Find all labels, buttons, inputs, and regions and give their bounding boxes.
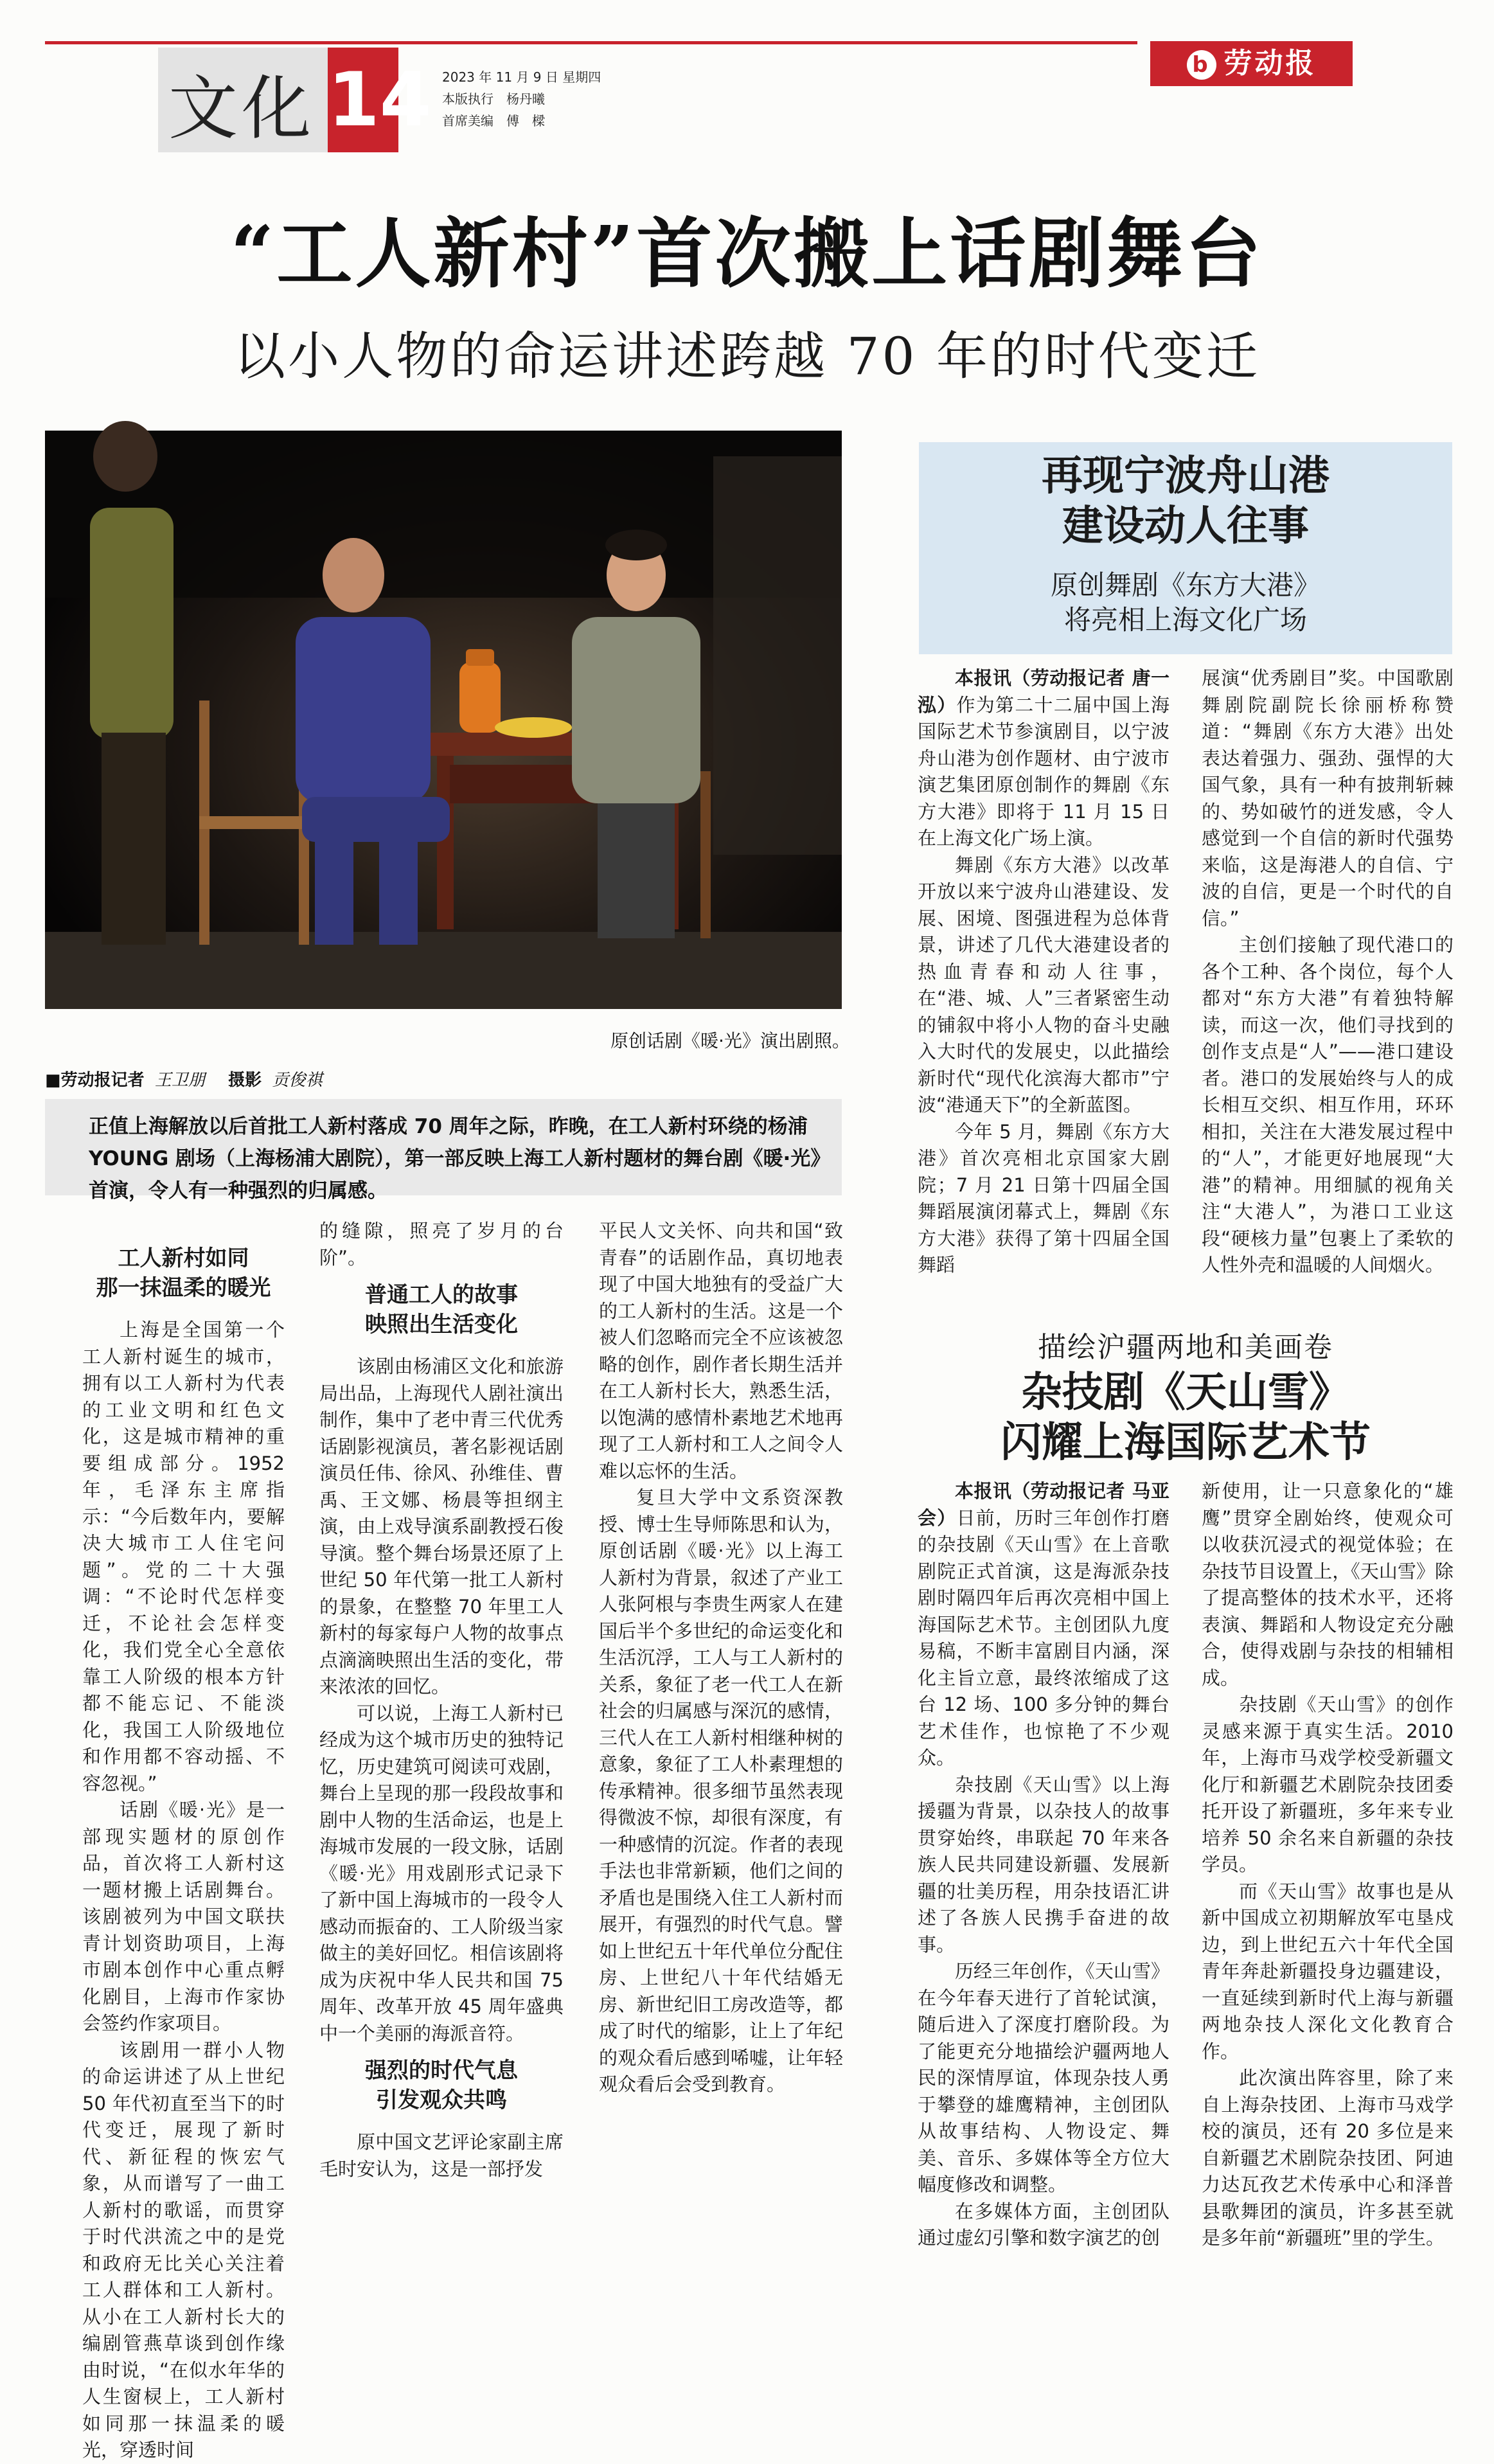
paragraph: 此次演出阵容里，除了来自上海杂技团、上海市马戏学校的演员，还有 20 多位是来自新疆艺术剧院杂技团、阿迪力达瓦孜艺术传承中心和泽普县歌舞团的演员，许多甚至就是多年前“新疆班”里的学生。 <box>1202 2067 1454 2249</box>
paragraph: 新使用，让一只意象化的“雄鹰”贯穿全剧始终，使观众可以收获沉浸式的视觉体验；在杂技节目设置上，《天山雪》除了提高整体的技术水平，还将表演、舞蹈和人物设定充分融合，使得戏剧与杂技的相辅相成。 <box>1202 1480 1454 1689</box>
paragraph: 该剧由杨浦区文化和旅游局出品，上海现代人剧社演出制作，集中了老中青三代优秀话剧影视演员，著名影视话剧演员任伟、徐风、孙维佳、曹禹、王文娜、杨晨等担纲主演，由上戏导演系副教授石俊导演。整个舞台场景还原了上世纪 50 年代第一批工人新村的景象，在整整 70 年里工人新村的每家每户人物的故事点点滴滴映照出生活的变化，带来浓浓的回忆。 <box>319 1355 564 1697</box>
byline-photographer: 贡俊祺 <box>272 1071 323 1090</box>
paragraph: 复旦大学中文系资深教授、博士生导师陈思和认为，原创话剧《暖·光》以上海工人新村为背景，叙述了产业工人张阿根与李贵生两家人在建国后半个多世纪的命运变化和生活沉浮，工人与工人新村的关系，象征了老一代工人在新社会的归属感与深沉的感情，三代人在工人新村相继种树的意象，象征了工人朴素理想的传承精神。很多细节虽然表现得微波不惊，却很有深度，有一种感情的沉淀。作者的表现手法也非常新颖，他们之间的矛盾也是围绕入住工人新村而展开，有强烈的时代气息。譬如上世纪五十年代单位分配住房、上世纪八十年代结婚无房、新世纪旧工房改造等，都成了时代的缩影，让上了年纪的观众看后感到唏嘘，让年轻观众看后会受到教育。 <box>599 1486 843 2095</box>
dateline-label: 本报讯 <box>955 1480 1012 1502</box>
photo-caption: 原创话剧《暖·光》演出剧照。 <box>610 1030 850 1051</box>
article2-subheadline: 原创舞剧《东方大港》 将亮相上海文化广场 <box>1050 569 1321 636</box>
paragraph: 而《天山雪》故事也是从新中国成立初期解放军屯垦戍边，到上世纪五六十年代全国青年奔赴新疆投身边疆建设，一直延续到新时代上海与新疆两地杂技人深化文化教育合作。 <box>1202 1880 1454 2062</box>
article3-column-1 <box>918 1478 1169 2252</box>
paragraph: 上海是全国第一个工人新村诞生的城市，拥有以工人新村为代表的工业文明和红色文化，这是城市精神的重要组成部分。1952 年，毛泽东主席指示：“今后数年内，要解决大城市工人住宅问题”。党的二十大强调：“不论时代怎样变迁，不论社会怎样变化，我们党全心全意依靠工人阶级的根本方针都不能忘记、不能淡化，我国工人阶级地位和作用都不容动摇、不容忽视。” <box>82 1319 285 1794</box>
main-column-1 <box>82 1244 285 2464</box>
paragraph-text: 日前，历时三年创作打磨的杂技剧《天山雪》在上音歌剧院正式首演，这是海派杂技剧时隔四年后再次亮相中国上海国际艺术节。主创团队九度易稿，不断丰富剧目内涵，深化主旨立意，最终浓缩成了这台 12 场、100 多分钟的舞台艺术佳作，也惊艳了不少观众。 <box>918 1506 1169 1769</box>
paragraph: 平民人文关怀、向共和国“致青春”的话剧作品，真切地表现了中国大地独有的受益广大的工人新村的生活。这是一个被人们忽略而完全不应该被忽略的创作，剧作者长期生活并在工人新村长大，熟悉生活，以饱满的感情朴素地艺术地再现了工人新村和工人之间令人难以忘怀的生活。 <box>599 1220 843 1482</box>
paragraph: 主创们接触了现代港口的各个工种、各个岗位，每个人都对“东方大港”有着独特解读，而这一次，他们寻找到的创作支点是“人”——港口建设者。港口的发展始终与人的成长相互交织、相互作用，环环相扣，关注在大港发展过程中的“人”，才能更好地展现“大港”的精神。用细腻的视角关注“大港人”，为港口工业这段“硬核力量”包裹上了柔软的人性外壳和温暖的人间烟火。 <box>1202 934 1454 1276</box>
section-heading: 强烈的时代气息 引发观众共鸣 <box>365 2058 518 2113</box>
editor-line: 本版执行 杨丹曦 <box>442 91 545 107</box>
section-name: 文化 <box>168 69 316 149</box>
dateline-label: 本报讯 <box>955 667 1012 689</box>
article3-column-2 <box>1202 1478 1454 2252</box>
paragraph: 今年 5 月，舞剧《东方大港》首次亮相北京国家大剧院；7 月 21 日第十四届全国舞蹈展演闭幕式上，舞剧《东方大港》获得了第十四届全国舞蹈 <box>918 1120 1169 1276</box>
paragraph: 舞剧《东方大港》以改革开放以来宁波舟山港建设、发展、困境、图强进程为总体背景，讲述了几代大港建设者的热血青春和动人往事，在“港、城、人”三者紧密生动的铺叙中将小人物的奋斗史融入大时代的发展史，以此描绘新时代“现代化滨海大都市”宁波“港通天下”的全新蓝图。 <box>918 853 1169 1116</box>
byline-reporter: 王卫朋 <box>154 1071 205 1090</box>
top-red-rule <box>45 41 1137 44</box>
section-heading: 普通工人的故事 映照出生活变化 <box>365 1282 518 1337</box>
paragraph: 杂技剧《天山雪》的创作灵感来源于真实生活。2010 年，上海市马戏学校受新疆文化厅和新疆艺术剧院杂技团委托开设了新疆班，多年来专业培养 50 余名来自新疆的杂技学员。 <box>1202 1693 1454 1875</box>
article2-headline: 再现宁波舟山港 建设动人往事 <box>1042 452 1329 550</box>
date-line: 2023 年 11 月 9 日 星期四 <box>442 69 601 85</box>
designer-line: 首席美编 傅 樑 <box>442 113 545 129</box>
byline-photo-label: 摄影 <box>228 1071 262 1090</box>
paragraph <box>918 665 1169 852</box>
paragraph: 杂技剧《天山雪》以上海援疆为背景，以杂技人的故事贯穿始终，串联起 70 年来各族人民共同建设新疆、发展新疆的壮美历程，用杂技语汇讲述了各族人民携手奋进的故事。 <box>918 1773 1169 1956</box>
article2-column-2 <box>1202 665 1454 1279</box>
main-headline: “工人新村”首次搬上话剧舞台 <box>230 209 1264 298</box>
paragraph: 该剧用一群小人物的命运讲述了从上世纪 50 年代初直至当下的时代变迁，展现了新时代、新征程的恢宏气象，从而谱写了一曲工人新村的歌谣，而贯穿于时代洪流之中的是党和政府无比关心关注着工人群体和工人新村。从小在工人新村长大的编剧管燕草谈到创作缘由时说，“在似水年华的人生窗棂上，工人新村如同那一抹温柔的暖光，穿透时间 <box>82 2039 285 2461</box>
paragraph <box>918 1478 1169 1772</box>
brand-logo <box>1150 41 1353 86</box>
page-number: 14 <box>328 48 398 152</box>
main-column-2 <box>319 1218 564 2183</box>
article2-column-1 <box>918 665 1169 1279</box>
paragraph: 展演“优秀剧目”奖。中国歌剧舞剧院副院长徐丽桥称赞道：“舞剧《东方大港》出处表达着强力、强劲、强悍的大国气象，具有一种有披荆斩棘的、势如破竹的迸发感，令人感觉到一个自信的新时代强势来临，这是海港人的自信、宁波的自信，更是一个时代的自信。” <box>1202 667 1454 929</box>
byline-prefix: ■劳动报记者 <box>45 1071 145 1090</box>
paragraph: 历经三年创作，《天山雪》在今年春天进行了首轮试演，随后进入了深度打磨阶段。为了能更充分地描绘沪疆两地人民的深情厚谊，体现杂技人勇于攀登的雄鹰精神，主创团队从故事结构、人物设定、舞美、音乐、多媒体等全方位大幅度修改和调整。 <box>918 1960 1169 2195</box>
article3-kicker: 描绘沪疆两地和美画卷 <box>1038 1331 1333 1364</box>
stage-photo-illustration <box>45 431 842 1009</box>
main-column-3 <box>599 1218 843 2098</box>
main-subheadline: 以小人物的命运讲述跨越 70 年的时代变迁 <box>234 326 1260 386</box>
paragraph: 可以说，上海工人新村已经成为这个城市历史的独特记忆，历史建筑可阅读可戏剧，舞台上呈现的那一段段故事和剧中人物的生活命运，也是上海城市发展的一段文脉，话剧《暖·光》用戏剧形式记录下了新中国上海城市的一段令人感动而振奋的、工人阶级当家做主的美好回忆。相信该剧将成为庆祝中华人民共和国 75 周年、改革开放 45 周年盛典中一个美丽的海派音符。 <box>319 1702 564 2044</box>
main-byline <box>45 1067 322 1091</box>
stage-photo <box>45 431 842 1009</box>
paragraph: 原中国文艺评论家副主席毛时安认为，这是一部抒发 <box>319 2131 564 2180</box>
paragraph-text: 作为第二十二届中国上海国际艺术节参演剧目，以宁波舟山港为创作题材、由宁波市演艺集团原创制作的舞剧《东方大港》即将于 11 月 15 日在上海文化广场上演。 <box>918 693 1169 849</box>
brand-mark-icon: b <box>1187 50 1216 80</box>
reporter-credit: （劳动报记者 唐一泓） <box>918 667 1169 716</box>
lead-paragraph: 正值上海解放以后首批工人新村落成 70 周年之际，昨晚，在工人新村环绕的杨浦 YOUNG 剧场（上海杨浦大剧院），第一部反映上海工人新村题材的舞台剧《暖·光》首演，令人有一种强烈的归属感。 <box>45 1099 842 1195</box>
reporter-credit: （劳动报记者 马亚会） <box>918 1480 1169 1529</box>
paragraph: 话剧《暖·光》是一部现实题材的原创作品，首次将工人新村这一题材搬上话剧舞台。该剧被列为中国文联扶青计划资助项目，上海市剧本创作中心重点孵化剧目，上海市作家协会签约作家项目。 <box>82 1799 285 2034</box>
paragraph: 在多媒体方面，主创团队通过虚幻引擎和数字演艺的创 <box>918 2200 1169 2249</box>
article3-headline: 杂技剧《天山雪》 闪耀上海国际艺术节 <box>1000 1368 1371 1467</box>
brand-name: 劳动报 <box>1223 47 1317 80</box>
section-heading: 工人新村如同 那一抹温柔的暖光 <box>96 1245 271 1301</box>
paragraph: 的缝隙，照亮了岁月的台阶”。 <box>319 1220 564 1269</box>
